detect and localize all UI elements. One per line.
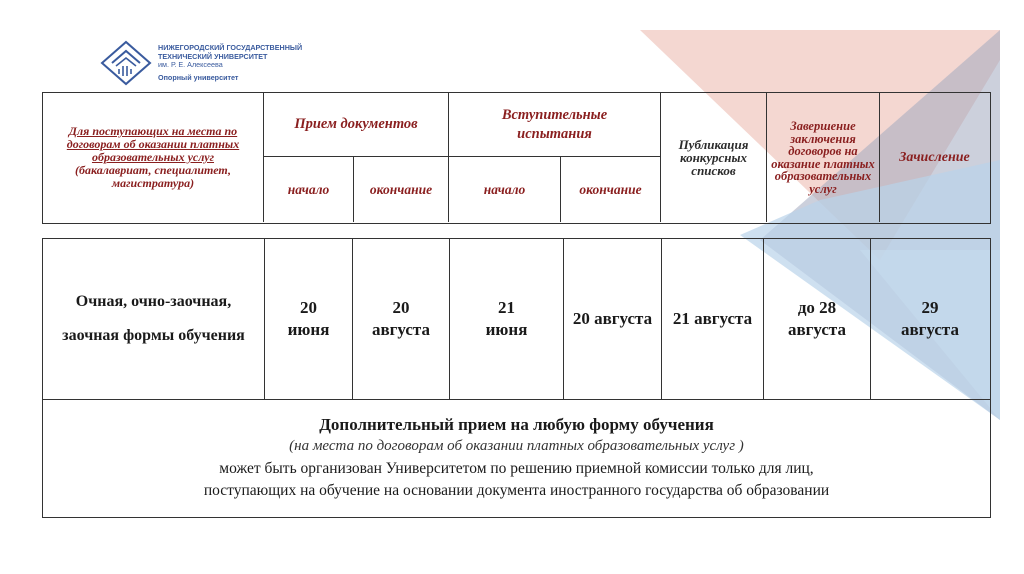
header-category-levels: (бакалавриат, специалитет, магистратура): [74, 163, 232, 190]
logo-line-3: им. Р. Е. Алексеева: [158, 60, 223, 70]
header-enroll-cell: [880, 93, 989, 222]
docs-end-value: 20 августа: [372, 298, 430, 339]
header-docs-title: Прием документов: [294, 116, 418, 132]
header-category-cell: [43, 93, 264, 222]
note-line-1: может быть организован Университетом по решению приемной комиссии только для лиц,: [219, 460, 814, 477]
lists-value: 21 августа: [672, 309, 753, 328]
header-exams-start-cell: [449, 157, 561, 222]
schedule-table: [42, 238, 991, 518]
logo-line-2: ТЕХНИЧЕСКИЙ УНИВЕРСИТЕТ: [158, 51, 268, 61]
enroll-cell: [871, 239, 989, 399]
note-line-2: поступающих на обучение на основании документа иностранного государства об образовании: [203, 482, 830, 499]
header-enroll: Зачисление: [899, 149, 970, 165]
header-category-text: Для поступающих на места по договорам об оказании платных образовательных услуг: [66, 124, 240, 164]
header-contracts: Завершение заключения договоров на оказание платных образовательных услуг: [771, 119, 875, 196]
lists-cell: [662, 239, 764, 399]
header-docs-title-cell: [264, 93, 449, 157]
header-docs-start: начало: [287, 181, 330, 197]
logo-line-1: НИЖЕГОРОДСКИЙ ГОСУДАРСТВЕННЫЙ: [158, 43, 303, 52]
header-table: [42, 92, 991, 224]
header-exams-end: окончание: [579, 181, 642, 197]
university-logo: [100, 38, 340, 90]
note-subtitle: (на места по договорам об оказании платных образовательных услуг ): [289, 438, 744, 454]
contracts-cell: [764, 239, 871, 399]
additional-admission-note: [43, 399, 990, 517]
contracts-value: до 28 августа: [788, 298, 846, 339]
forms-cell: [43, 239, 265, 399]
exams-end-value: 20 августа: [572, 309, 653, 328]
header-contracts-cell: [767, 93, 880, 222]
header-docs-end-cell: [354, 157, 449, 222]
university-emblem-icon: [100, 40, 152, 86]
header-lists-cell: [661, 93, 767, 222]
header-docs-end: окончание: [369, 181, 433, 197]
docs-end-cell: [353, 239, 450, 399]
header-exams-title: Вступительные испытания: [501, 106, 608, 142]
logo-tagline: Опорный университет: [158, 72, 239, 82]
enroll-value: 29 августа: [901, 298, 959, 339]
exams-start-value: 21 июня: [485, 298, 528, 339]
header-exams-end-cell: [561, 157, 661, 222]
docs-start-value: 20 июня: [287, 298, 330, 339]
logo-text: [158, 44, 302, 82]
forms-text: Очная, очно-заочная, заочная формы обучения: [62, 293, 245, 344]
exams-end-cell: [564, 239, 662, 399]
header-lists: Публикация конкурсных списков: [678, 137, 749, 178]
docs-start-cell: [265, 239, 353, 399]
header-docs-start-cell: [264, 157, 354, 222]
header-exams-start: начало: [483, 181, 526, 197]
exams-start-cell: [450, 239, 564, 399]
note-title: Дополнительный прием на любую форму обучения: [319, 415, 714, 434]
header-exams-title-cell: [449, 93, 661, 157]
